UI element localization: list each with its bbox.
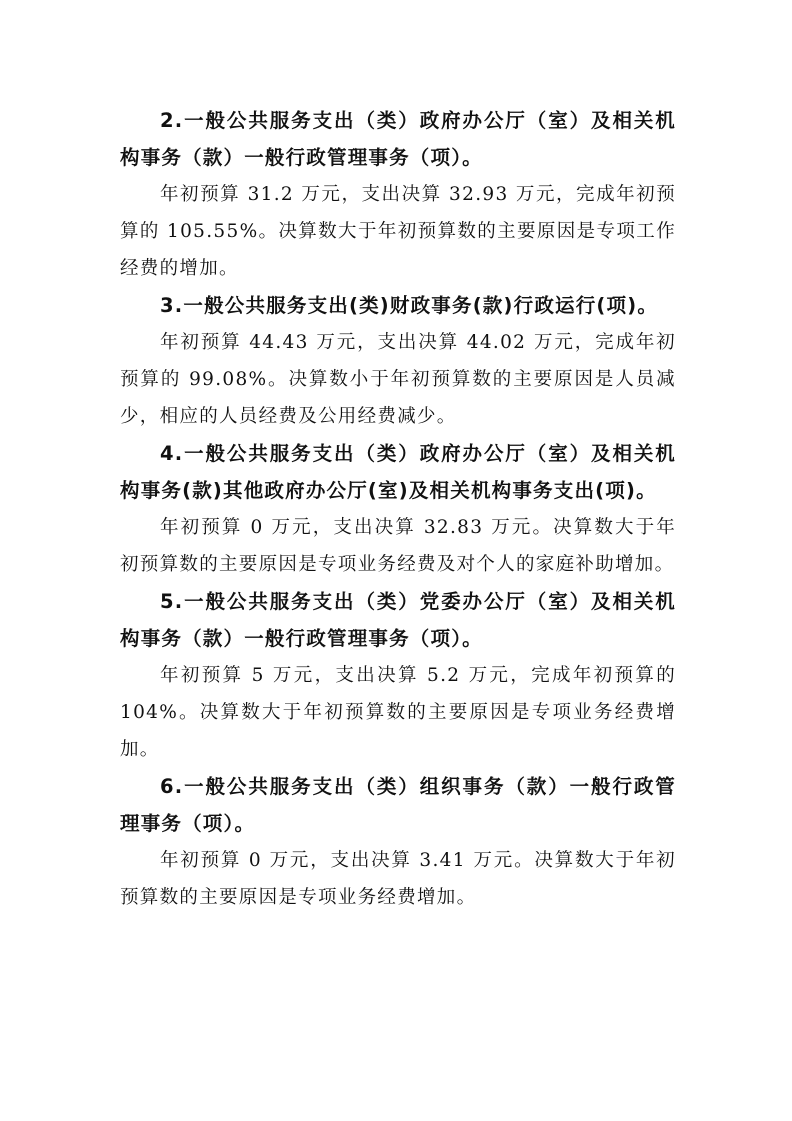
section-heading: 4.一般公共服务支出（类）政府办公厅（室）及相关机构事务(款)其他政府办公厅(室)及相关机构事务支出(项)。 <box>120 442 676 502</box>
section-paragraph: 年初预算 0 万元，支出决算 3.41 万元。决算数大于年初预算数的主要原因是专项业务经费增加。 <box>120 850 676 908</box>
section-heading: 5.一般公共服务支出（类）党委办公厅（室）及相关机构事务（款）一般行政管理事务（项）。 <box>120 590 676 650</box>
section-item-5 <box>120 583 676 768</box>
section-paragraph: 年初预算 31.2 万元，支出决算 32.93 万元，完成年初预算的 105.55%。决算数大于年初预算数的主要原因是专项工作经费的增加。 <box>120 184 676 279</box>
document-body <box>120 102 676 916</box>
section-heading: 6.一般公共服务支出（类）组织事务（款）一般行政管理事务（项）。 <box>120 775 676 835</box>
section-paragraph: 年初预算 44.43 万元，支出决算 44.02 万元，完成年初预算的 99.08%。决算数小于年初预算数的主要原因是人员减少，相应的人员经费及公用经费减少。 <box>120 332 676 427</box>
section-item-3 <box>120 287 676 435</box>
section-paragraph: 年初预算 5 万元，支出决算 5.2 万元，完成年初预算的 104%。决算数大于年初预算数的主要原因是专项业务经费增加。 <box>120 665 676 760</box>
section-paragraph: 年初预算 0 万元，支出决算 32.83 万元。决算数大于年初预算数的主要原因是专项业务经费及对个人的家庭补助增加。 <box>120 517 676 575</box>
section-heading: 2.一般公共服务支出（类）政府办公厅（室）及相关机构事务（款）一般行政管理事务（项）。 <box>120 109 676 169</box>
section-heading: 3.一般公共服务支出(类)财政事务(款)行政运行(项)。 <box>160 294 659 317</box>
section-item-4 <box>120 435 676 583</box>
section-item-2 <box>120 102 676 287</box>
section-item-6 <box>120 768 676 916</box>
